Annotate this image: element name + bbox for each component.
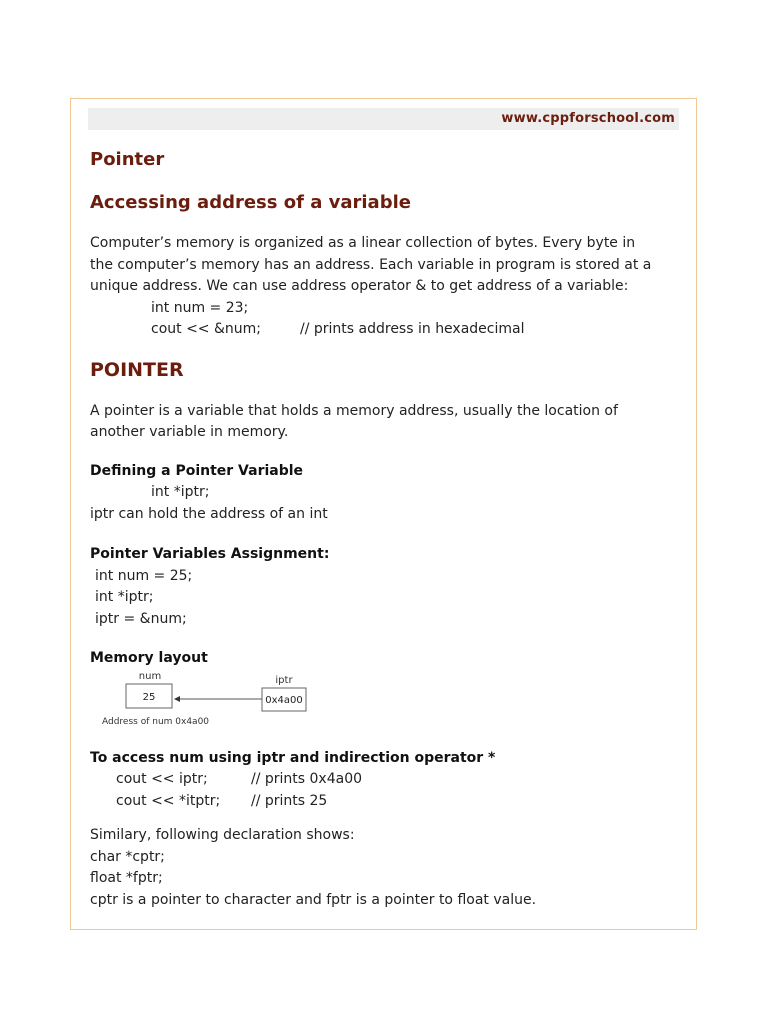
memory-layout-block	[90, 648, 680, 732]
indirection-block	[90, 748, 680, 813]
section-heading-accessing-address: Accessing address of a variable	[90, 192, 411, 213]
code-comment: // prints 25	[251, 792, 328, 809]
section1-paragraph	[90, 233, 680, 341]
paragraph-line: the computer’s memory has an address. Each variable in program is stored at a	[90, 256, 652, 273]
code-line: float *fptr;	[90, 870, 163, 886]
subheading-indirection: To access num using iptr and indirection operator *	[90, 749, 496, 766]
code-statement: cout << &num;	[151, 321, 262, 337]
similar-declarations-block	[90, 825, 680, 911]
paragraph-line: cptr is a pointer to character and fptr is a pointer to float value.	[90, 891, 537, 908]
address-caption: Address of num 0x4a00	[102, 716, 210, 727]
code-line: int *iptr;	[95, 589, 154, 605]
section-heading-pointer: POINTER	[90, 358, 184, 381]
site-url[interactable]: www.cppforschool.com	[501, 111, 675, 126]
subheading-pointer-assignment: Pointer Variables Assignment:	[90, 546, 330, 562]
section2-paragraph	[90, 401, 680, 444]
memory-layout-diagram	[90, 668, 330, 732]
paragraph-line: A pointer is a variable that holds a memory address, usually the location of	[90, 402, 618, 419]
code-comment: // prints address in hexadecimal	[300, 321, 525, 337]
num-label: num	[138, 670, 162, 682]
paragraph-line: iptr can hold the address of an int	[90, 505, 328, 522]
code-line: char *cptr;	[90, 848, 165, 865]
paragraph-line: Computer’s memory is organized as a linear collection of bytes. Every byte in	[90, 235, 636, 251]
paragraph-line: unique address. We can use address operator & to get address of a variable:	[90, 278, 629, 294]
subheading-defining-pointer: Defining a Pointer Variable	[90, 462, 304, 479]
code-line	[90, 769, 680, 791]
site-url-bar	[88, 108, 679, 130]
code-line: int num = 23;	[151, 299, 249, 316]
code-line: iptr = &num;	[95, 610, 187, 627]
pointer-arrow-head	[174, 696, 180, 702]
defining-pointer-block	[90, 461, 680, 526]
iptr-value: 0x4a00	[265, 694, 303, 706]
code-line	[90, 791, 680, 813]
code-comment: // prints 0x4a00	[251, 771, 363, 787]
page-title: Pointer	[90, 149, 165, 170]
code-line: int *iptr;	[151, 484, 210, 500]
paragraph-line: another variable in memory.	[90, 424, 289, 440]
paragraph-line: Similary, following declaration shows:	[90, 827, 355, 843]
code-line: int num = 25;	[95, 567, 193, 584]
article-body	[90, 146, 680, 911]
iptr-label: iptr	[275, 674, 293, 686]
code-statement: cout << *itptr;	[116, 792, 221, 809]
assignment-block	[90, 544, 680, 630]
num-value: 25	[142, 691, 156, 703]
code-statement: cout << iptr;	[116, 771, 208, 787]
subheading-memory-layout: Memory layout	[90, 650, 208, 666]
code-line	[90, 319, 680, 341]
